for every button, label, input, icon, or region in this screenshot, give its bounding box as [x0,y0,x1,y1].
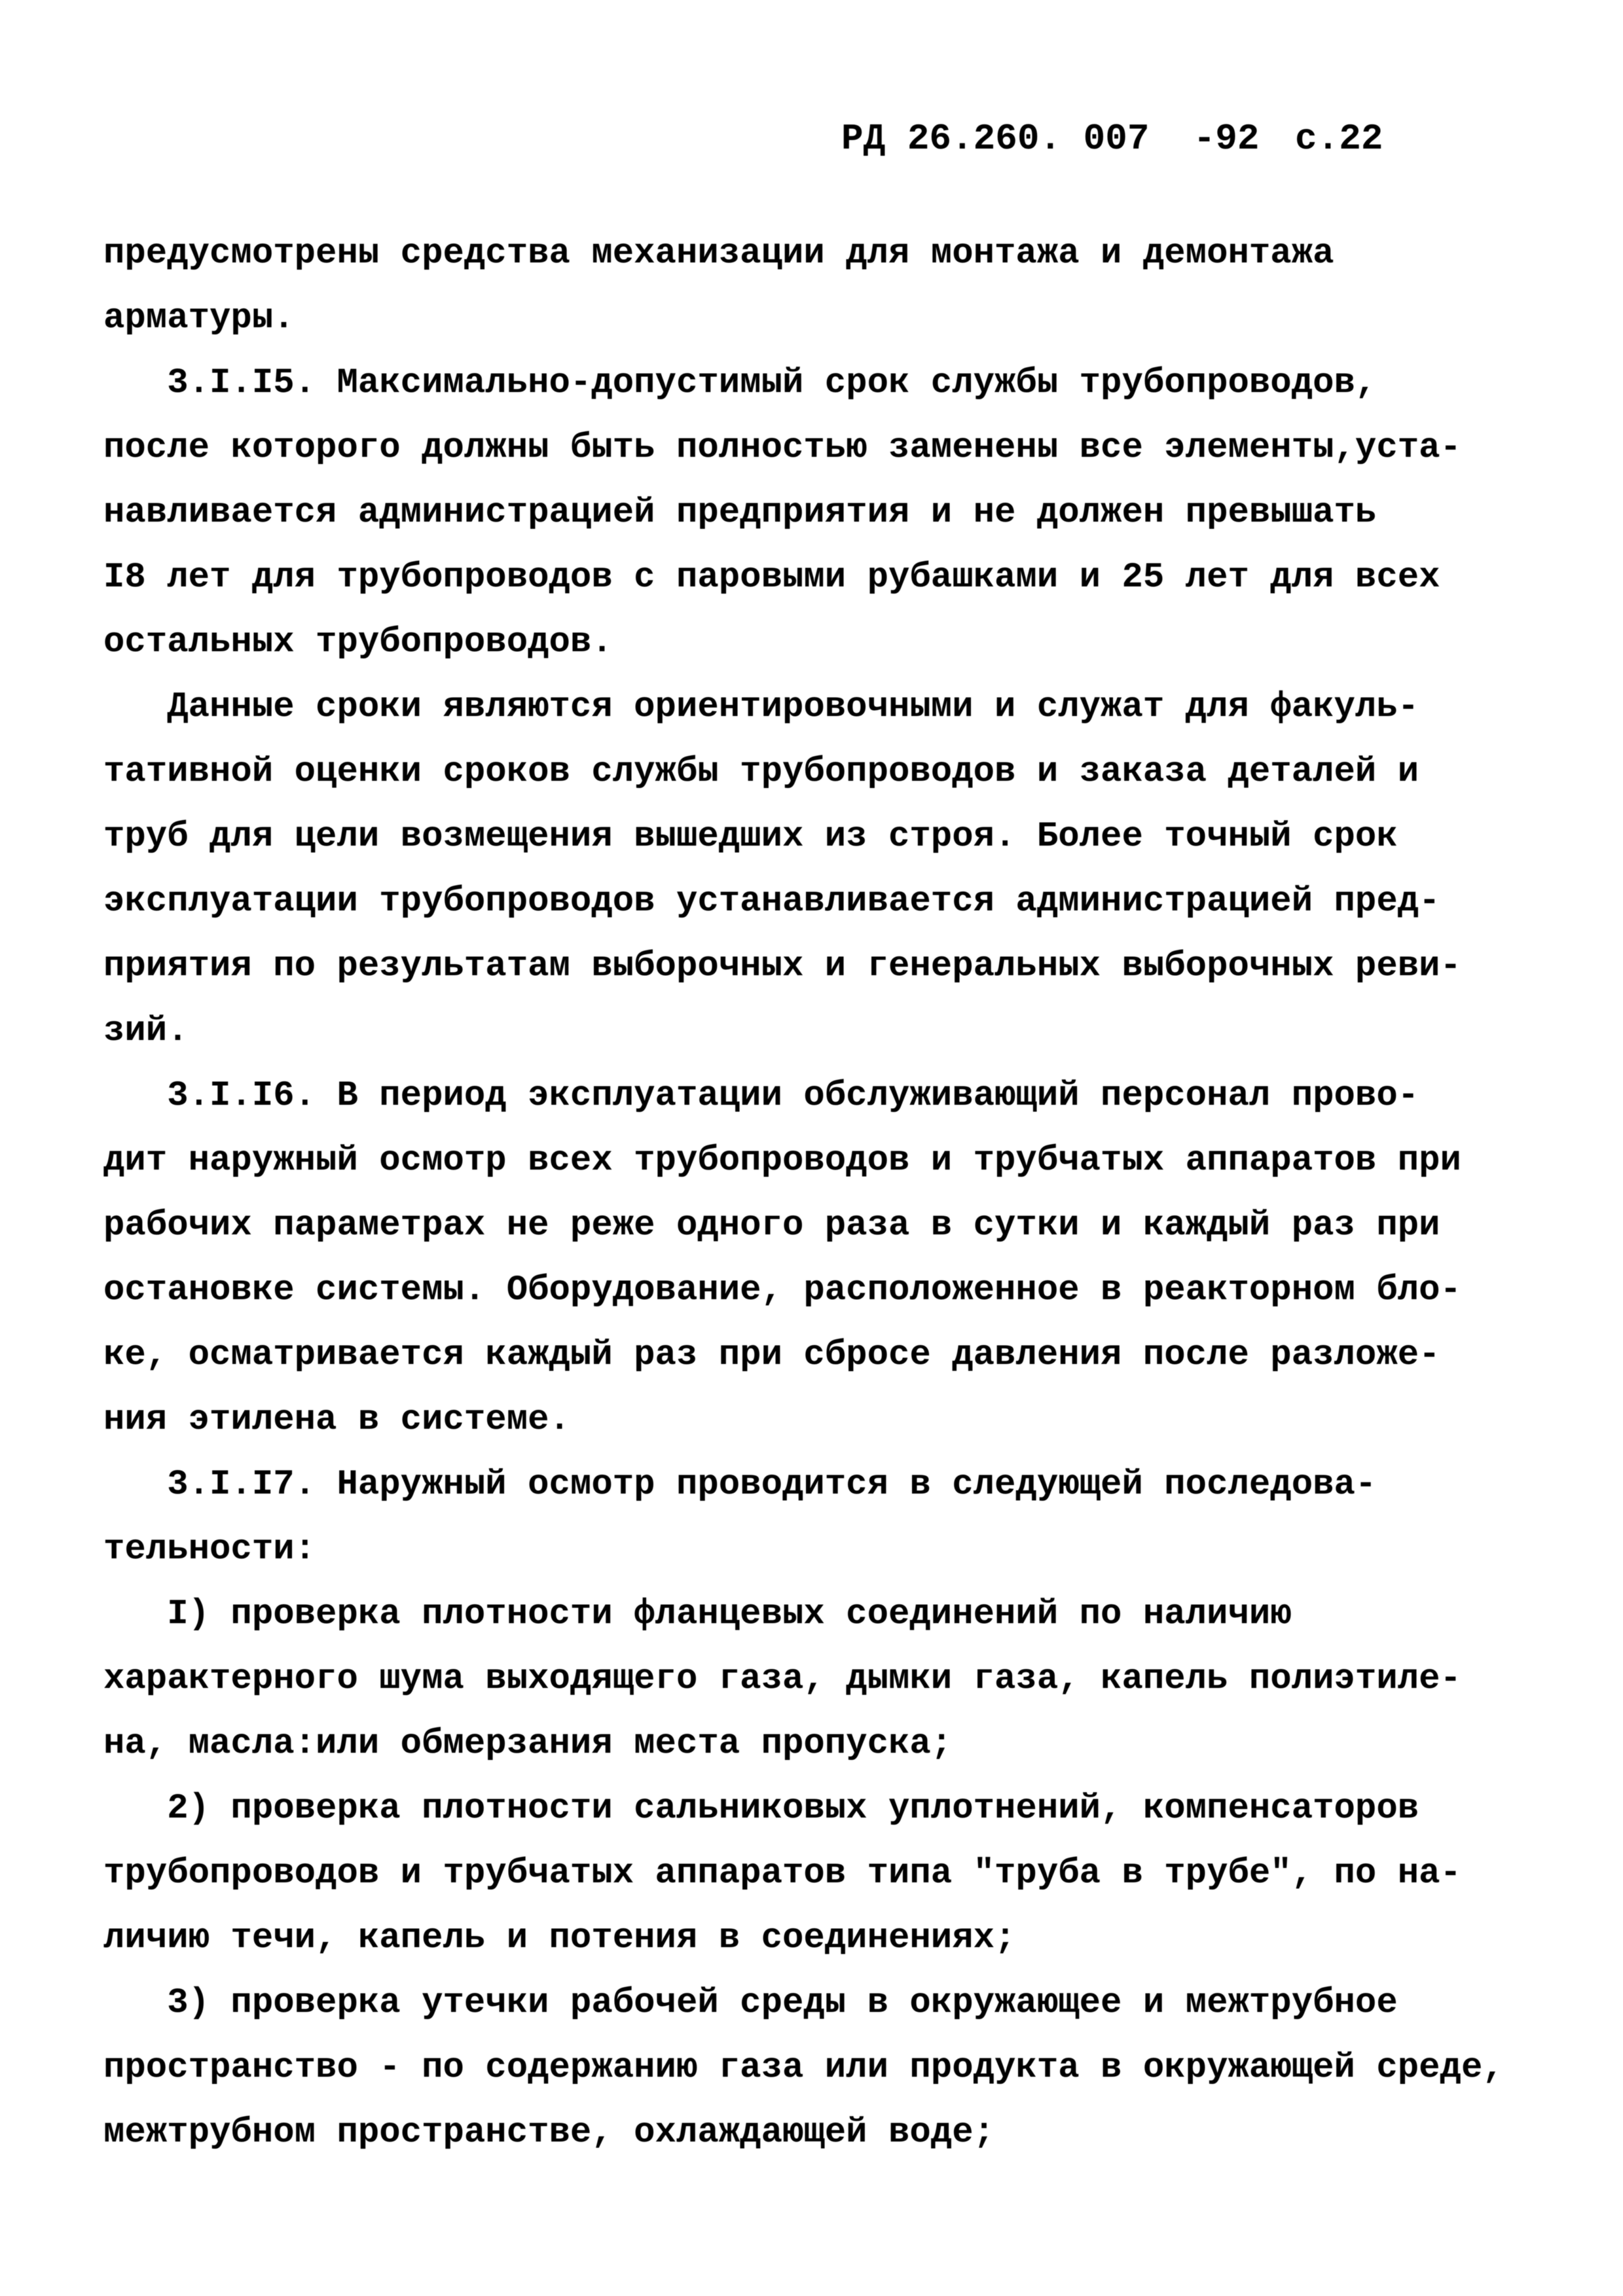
document-number: РД 26.260. 007 -92 [841,118,1260,160]
text-line: трубопроводов и трубчатых аппаратов типа "труба в трубе", по на- [103,1854,1461,1893]
text-line: ния этилена в системе. [103,1400,570,1440]
text-line: 2) проверка плотности сальниковых уплотнений, компенсаторов [103,1789,1419,1829]
text-line: тельности: [103,1530,316,1570]
text-line: после которого должны быть полностью заменены все элементы,уста- [103,428,1461,468]
body-text [103,221,1570,2165]
text-line: на, масла:или обмерзания места пропуска; [103,1724,953,1764]
text-line: предусмотрены средства механизации для монтажа и демонтажа [103,234,1334,274]
text-line: труб для цели возмещения вышедших из строя. Более точный срок [103,817,1398,857]
text-line: личию течи, капель и потения в соединениях; [103,1918,1016,1958]
text-line: 3) проверка утечки рабочей среды в окружающее и межтрубное [103,1983,1398,2023]
text-line: 3.I.I5. Максимально-допустимый срок службы трубопроводов, [103,363,1377,403]
text-line: характерного шума выходящего газа, дымки газа, капель полиэтиле- [103,1659,1461,1699]
text-line: 3.I.I6. В период эксплуатации обслуживающий персонал прово- [103,1076,1419,1116]
text-line: рабочих параметрах не реже одного раза в сутки и каждый раз при [103,1206,1440,1246]
text-line: эксплуатации трубопроводов устанавливается администрацией пред- [103,882,1440,922]
text-line: Данные сроки являются ориентировочными и служат для факуль- [103,687,1419,727]
text-line: арматуры. [103,298,295,338]
text-line: дит наружный осмотр всех трубопроводов и трубчатых аппаратов при [103,1141,1461,1181]
text-line: I8 лет для трубопроводов с паровыми рубашками и 25 лет для всех [103,558,1440,598]
page-header [0,113,1623,165]
text-line: межтрубном пространстве, охлаждающей воде; [103,2113,995,2153]
text-line: остальных трубопроводов. [103,622,613,662]
text-line: зий. [103,1011,189,1051]
text-line: остановке системы. Оборудование, расположенное в реакторном бло- [103,1270,1461,1310]
text-line: приятия по результатам выборочных и генеральных выборочных реви- [103,946,1461,986]
text-line: I) проверка плотности фланцевых соединений по наличию [103,1594,1292,1634]
text-line: навливается администрацией предприятия и не должен превышать [103,493,1377,533]
text-line: 3.I.I7. Наружный осмотр проводится в следующей последова- [103,1465,1377,1505]
page-number: с.22 [1295,118,1383,160]
text-line: тативной оценки сроков службы трубопроводов и заказа деталей и [103,752,1419,792]
text-line: ке, осматривается каждый раз при сбросе давления после разложе- [103,1335,1440,1375]
text-line: пространство - по содержанию газа или продукта в окружающей среде, [103,2048,1504,2088]
